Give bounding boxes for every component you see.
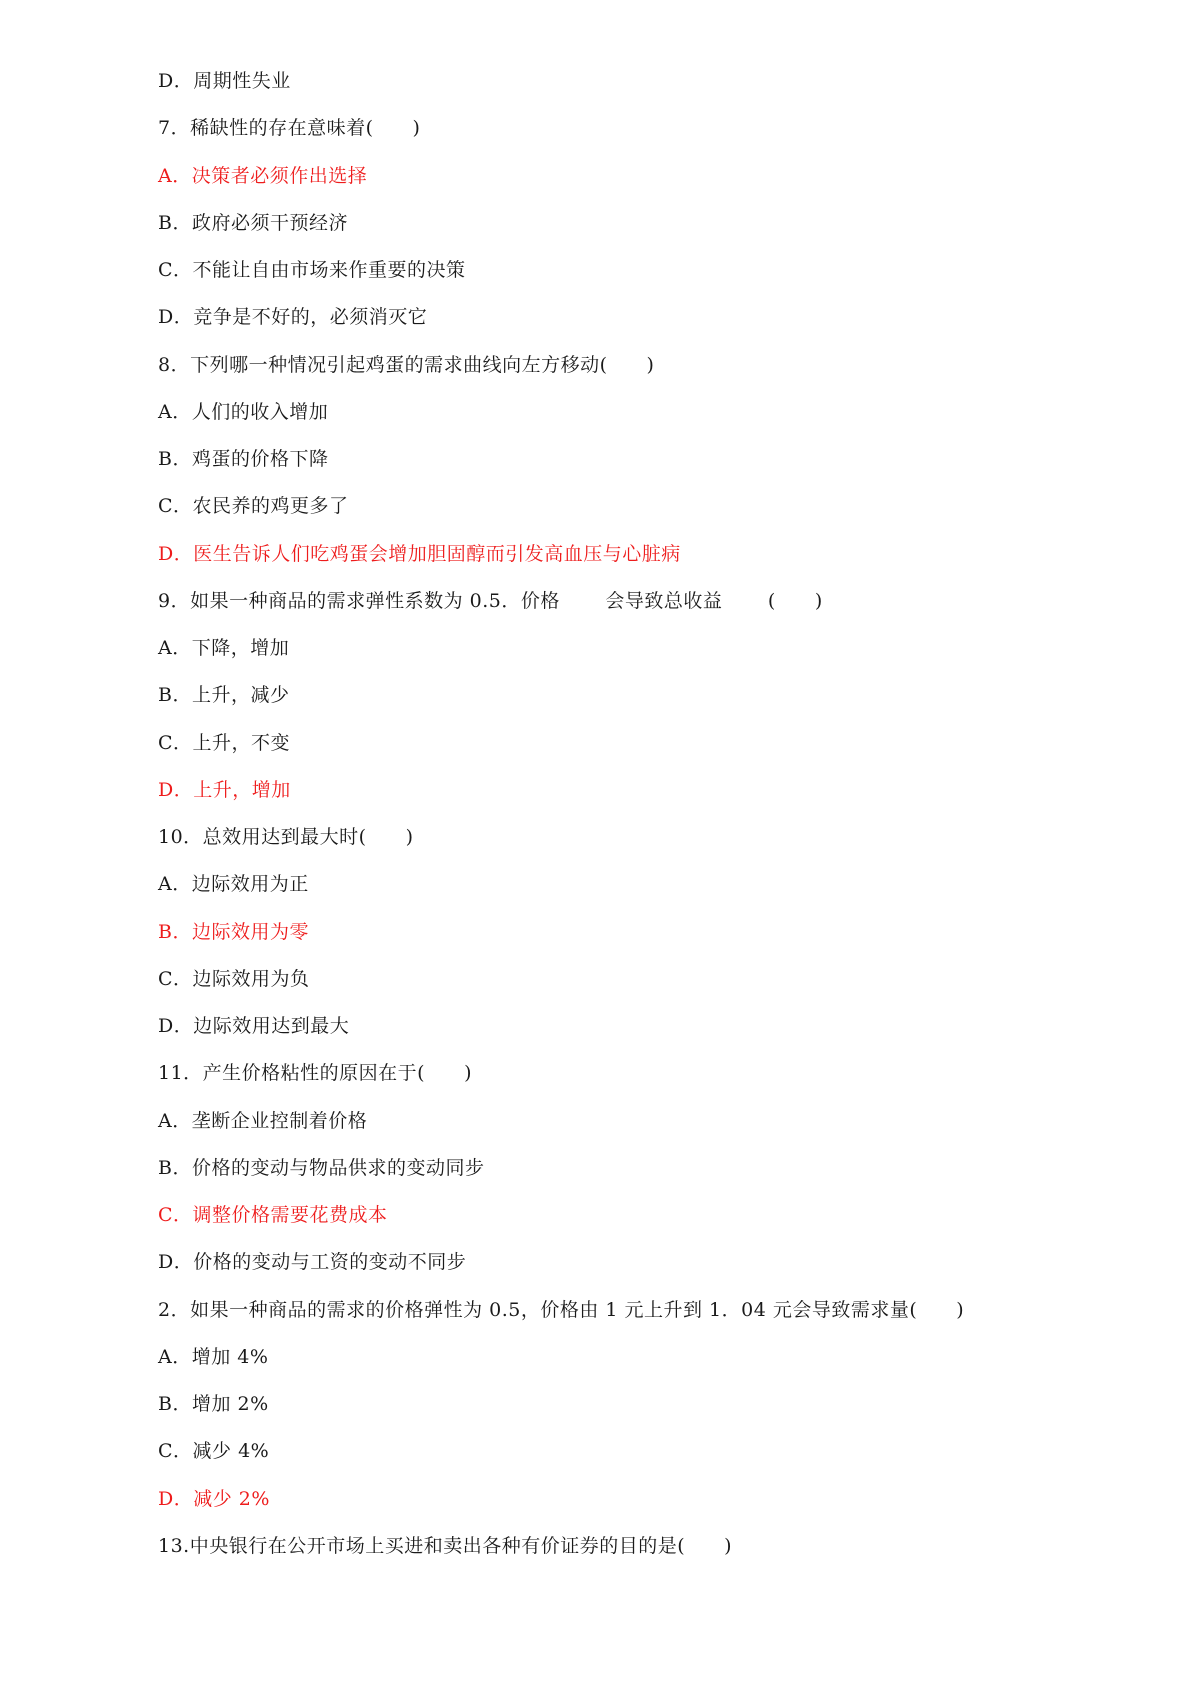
question-text-line: D．边际效用达到最大 [158, 1015, 350, 1037]
question-text-line: C．农民养的鸡更多了 [158, 495, 349, 518]
question-text-line: B．鸡蛋的价格下降 [158, 448, 329, 470]
answer-option-line: A．决策者必须作出选择 [158, 164, 368, 187]
question-text-line: B．政府必须干预经济 [158, 211, 348, 234]
question-text-line: C．不能让自由市场来作重要的决策 [158, 259, 466, 281]
question-text-line: 10．总效用达到最大时( ) [158, 826, 414, 848]
question-text-line: 8．下列哪一种情况引起鸡蛋的需求曲线向左方移动( ) [158, 353, 655, 376]
question-text-line: B．价格的变动与物品供求的变动同步 [158, 1156, 485, 1179]
question-text-line: A．增加 4% [158, 1345, 269, 1368]
question-text-line: D．价格的变动与工资的变动不同步 [158, 1251, 467, 1274]
question-text-line: 2．如果一种商品的需求的价格弹性为 0.5，价格由 1 元上升到 1．04 元会导致需求量( ) [158, 1298, 965, 1321]
answer-option-line: D．上升，增加 [158, 778, 291, 801]
question-text-line: 7．稀缺性的存在意味着( ) [158, 117, 421, 140]
question-text-line: D．周期性失业 [158, 70, 291, 92]
question-text-line: B．增加 2% [158, 1393, 269, 1415]
question-text-line: 9．如果一种商品的需求弹性系数为 0.5．价格 会导致总收益 ( ) [158, 589, 823, 612]
answer-option-line: D．医生告诉人们吃鸡蛋会增加胆固醇而引发高血压与心脏病 [158, 542, 681, 565]
question-text-line: C．减少 4% [158, 1440, 270, 1463]
question-text-line: A．人们的收入增加 [158, 400, 329, 423]
question-text-line: A．垄断企业控制着价格 [158, 1109, 368, 1132]
question-text-line: 13.中央银行在公开市场上买进和卖出各种有价证券的目的是( ) [158, 1534, 733, 1557]
question-text-line: 11．产生价格粘性的原因在于( ) [158, 1062, 473, 1085]
question-text-line: C．上升，不变 [158, 731, 291, 754]
answer-option-line: D．减少 2% [158, 1487, 270, 1510]
question-text-line: A．边际效用为正 [158, 873, 309, 896]
question-text-line: B．上升，减少 [158, 684, 290, 707]
answer-option-line: B．边际效用为零 [158, 920, 309, 943]
question-text-line: A．下降，增加 [158, 637, 290, 659]
question-text-line: D．竞争是不好的，必须消灭它 [158, 306, 428, 329]
question-text-line: C．边际效用为负 [158, 967, 310, 990]
answer-option-line: C．调整价格需要花费成本 [158, 1204, 388, 1226]
